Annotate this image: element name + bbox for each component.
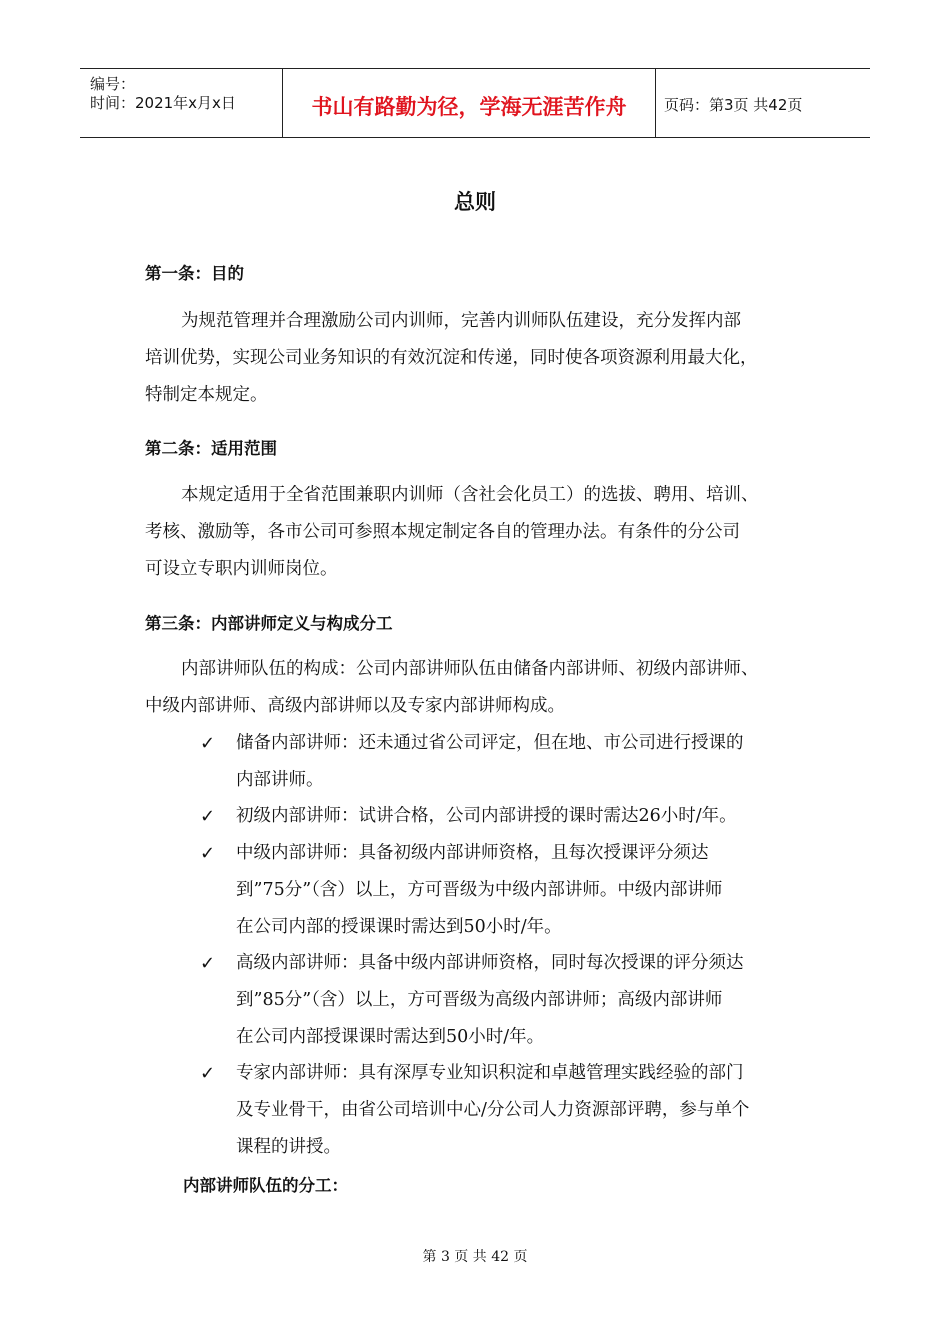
bullet-text	[236, 725, 836, 799]
section-body-scope	[145, 477, 825, 588]
document-header	[80, 68, 870, 138]
bullet-line: 到”75分”（含）以上，方可晋级为中级内部讲师。中级内部讲师	[236, 880, 723, 900]
paragraph-line: 内部讲师队伍的构成：公司内部讲师队伍由储备内部讲师、初级内部讲师、	[181, 659, 759, 679]
bullet-line: 专家内部讲师：具有深厚专业知识积淀和卓越管理实践经验的部门	[236, 1063, 744, 1083]
time-label: 时间：2021年x月x日	[90, 94, 236, 112]
paragraph-line: 考核、激励等，各市公司可参照本规定制定各自的管理办法。有条件的分公司	[145, 522, 740, 542]
paragraph-line: 可设立专职内训师岗位。	[145, 559, 338, 579]
bullet-line: 中级内部讲师：具备初级内部讲师资格，且每次授课评分须达	[236, 843, 709, 863]
section-heading-definition: 第三条：内部讲师定义与构成分工	[145, 614, 393, 633]
bullet-text	[236, 945, 836, 1056]
bullet-line: 在公司内部授课课时需达到50小时/年。	[236, 1027, 545, 1047]
bullet-line: 课程的讲授。	[236, 1137, 341, 1157]
check-icon: ✓	[200, 733, 216, 754]
bullet-line: 高级内部讲师：具备中级内部讲师资格，同时每次授课的评分须达	[236, 953, 744, 973]
paragraph-line: 本规定适用于全省范围兼职内训师（含社会化员工）的选拔、聘用、培训、	[181, 485, 759, 505]
number-label: 编号：	[90, 75, 136, 93]
header-motto-cell	[282, 69, 656, 137]
page-title: 总则	[454, 190, 496, 214]
bullet-line: 储备内部讲师：还未通过省公司评定，但在地、市公司进行授课的	[236, 733, 744, 753]
check-icon: ✓	[200, 806, 216, 827]
bullet-line: 及专业骨干，由省公司培训中心/分公司人力资源部评聘，参与单个	[236, 1100, 750, 1120]
bullet-text	[236, 835, 836, 946]
bullet-text	[236, 1055, 836, 1166]
bullet-line: 内部讲师。	[236, 770, 324, 790]
check-icon: ✓	[200, 843, 216, 864]
bullet-line: 初级内部讲师：试讲合格，公司内部讲授的课时需达26小时/年。	[236, 806, 737, 826]
motto-text: 书山有路勤为径，学海无涯苦作舟	[311, 95, 627, 119]
page-footer: 第 3 页 共 42 页	[422, 1249, 528, 1265]
check-icon: ✓	[200, 953, 216, 974]
division-heading: 内部讲师队伍的分工：	[183, 1176, 348, 1195]
header-page-cell	[654, 69, 870, 137]
header-meta-cell	[80, 69, 282, 137]
bullet-line: 到”85分”（含）以上，方可晋级为高级内部讲师；高级内部讲师	[236, 990, 723, 1010]
paragraph-line: 特制定本规定。	[145, 385, 268, 405]
page-info: 页码：第3页 共42页	[664, 96, 803, 114]
section-heading-purpose: 第一条：目的	[145, 264, 244, 283]
section-body-purpose	[145, 303, 825, 414]
bullet-line: 在公司内部的授课课时需达到50小时/年。	[236, 917, 562, 937]
bullet-text	[236, 798, 836, 835]
check-icon: ✓	[200, 1063, 216, 1084]
section-heading-scope: 第二条：适用范围	[145, 439, 277, 458]
section-body-definition	[145, 651, 825, 725]
paragraph-line: 培训优势，实现公司业务知识的有效沉淀和传递，同时使各项资源利用最大化，	[145, 348, 758, 368]
paragraph-line: 中级内部讲师、高级内部讲师以及专家内部讲师构成。	[145, 696, 565, 716]
paragraph-line: 为规范管理并合理激励公司内训师，完善内训师队伍建设，充分发挥内部	[181, 311, 741, 331]
